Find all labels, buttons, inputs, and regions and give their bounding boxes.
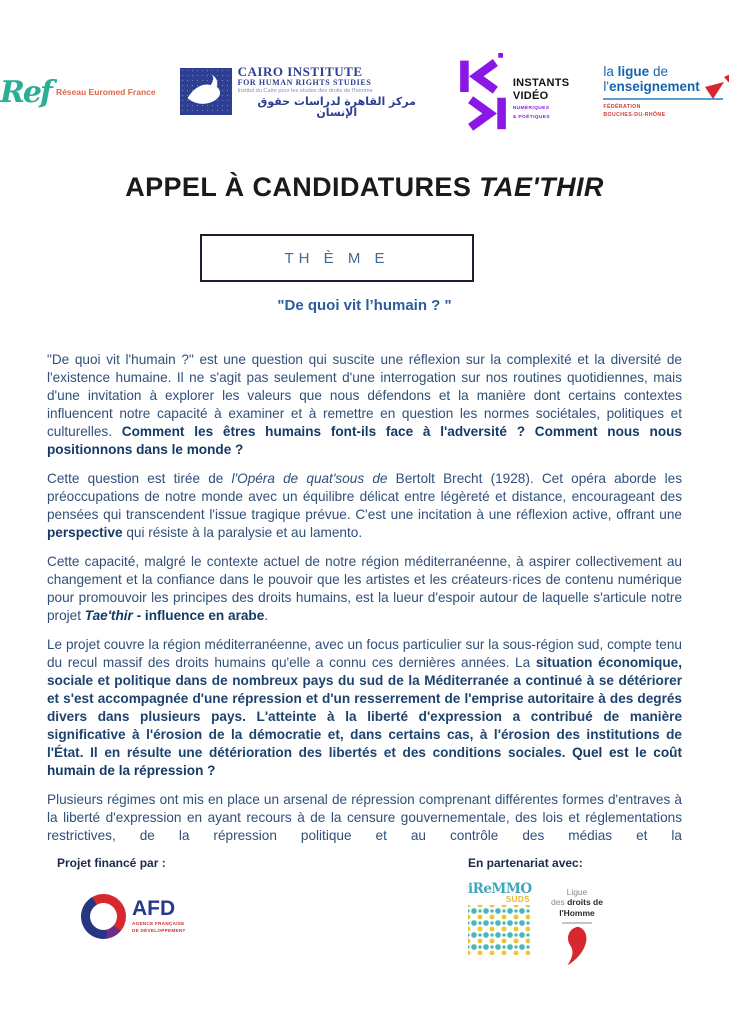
ref-logo: [0, 75, 156, 110]
paragraph-3: [47, 553, 686, 625]
text-segment: Plusieurs régimes ont mis en place un arsenal de répression comprenant différentes formes d'entraves à la liberté d'expression en ayant recours à de la censure gouvernementale, des lois et réglementations restrictives, de la répression politique et au contrôle des médias et la: [47, 792, 686, 843]
text-segment: l': [603, 78, 609, 94]
afd-logo: [81, 894, 186, 939]
text-segment: .: [264, 608, 269, 623]
ligue-federation-line2: BOUCHES-DU-RHÔNE: [603, 111, 666, 118]
instants-video-name-line1: INSTANTS: [512, 77, 570, 90]
cairo-subtitle: FOR HUMAN RIGHTS STUDIES: [237, 77, 372, 87]
cairo-institute-logo: [180, 65, 436, 118]
ldh-divider: [562, 922, 592, 924]
ldh-name-line3: l'Homme: [559, 908, 595, 919]
text-segment: Le projet couvre la région méditerranéenne, avec un focus particulier sur la sous-région sud, compte tenu du recul massif des droits humains qu'elle a connu ces dernières années. La: [47, 637, 686, 670]
ldh-name-line2: [544, 897, 610, 908]
text-segment: Quel est le coût humain de la répression ?: [47, 745, 686, 778]
instants-video-mark-icon: [460, 53, 506, 133]
paragraph-1: [47, 351, 686, 459]
text-segment: Cette question est tirée de: [47, 471, 232, 486]
ligue-enseignement-logo: [603, 65, 729, 119]
theme-box-label: TH È M E: [284, 249, 390, 267]
instants-video-name-line2: VIDÉO: [512, 89, 549, 102]
header-logo-band: [0, 0, 729, 132]
text-segment: situation économique, sociale et politique dans de nombreux pays du sud de la Méditerranée a continué à se détériorer et s'est accompagnée d'une répression et d'un resserrement de l'emprise autoritaire à des degrés divers dans plusieurs pays. L'atteinte à la liberté d'expression a contribué de manière significative à l'érosion de la démocratie et, dans certains cas, à l'érosion des institutions de l'État. Il en résulte une détérioration des libertés et des conditions sociales.: [47, 655, 686, 760]
cairo-arabic-line: مركز القاهرة لدراسات حقوق الإنسان: [257, 94, 416, 120]
cairo-title: CAIRO INSTITUTE: [237, 64, 363, 80]
cairo-bird-icon: [180, 68, 232, 115]
body-text: [0, 351, 729, 845]
text-segment: la: [603, 63, 618, 79]
text-segment: qui résiste à la paralysie et au lamento.: [122, 525, 363, 540]
instants-video-sub-line2: & POÉTIQUES: [512, 114, 550, 120]
text-segment: TAE'THIR: [479, 172, 604, 202]
text-segment: des: [551, 897, 568, 907]
paragraph-2: [47, 470, 686, 542]
text-segment: Cette capacité, malgré le contexte actuel de notre région méditerranéenne, à aspirer collectivement au changement et la confiance dans le pouvoir que les artistes et les créateurs·rices de contenu numérique pour promouvoir les principes des droits humains, est la lueur d'espoir autour de laquelle s'articule notre projet: [47, 554, 686, 623]
page-footer: [0, 856, 729, 966]
ref-logo-name: Réseau Euromed France: [55, 87, 156, 97]
text-segment: "De quoi vit l'humain ?" est une question qui suscite une réflexion sur la complexité et la diversité de l'existence humaine. Il ne s'agit pas seulement d'une interrogation sur nos routines quotidiennes, mais d'une invitation à explorer les valeurs que nous défendons et la manière dont certains contextes influencent notre capacité à examiner et à remettre en question les normes sociétales, politiques et culturelles.: [47, 352, 686, 439]
afd-sub-line1: AGENCE FRANÇAISE: [132, 921, 185, 927]
iremmo-mosaic-icon: [468, 905, 530, 955]
theme-subtitle: "De quoi vit l’humain ? ": [277, 297, 452, 314]
instants-video-logo: [460, 53, 570, 131]
text-segment: droits de: [567, 897, 603, 907]
afd-name: AFD: [132, 897, 176, 921]
funded-by-label: Projet financé par :: [57, 856, 166, 870]
text-segment: Bertolt Brecht (1928). Cet opéra aborde les préoccupations de notre monde avec un équilibre délicat entre légèreté et distance, encourageant des pensées qui transcendent l'issue tragique prévue. C'est une incitation à une réflexion active, offrant une: [47, 471, 686, 522]
iremmo-name: iReMMO: [468, 881, 532, 897]
partnership-label: En partenariat avec:: [468, 856, 583, 870]
ldh-logo: [544, 883, 610, 966]
text-segment: l'Opéra de quat'sous de: [231, 471, 396, 486]
text-segment: enseignement: [608, 78, 700, 94]
ref-logo-mark: Ref: [0, 74, 51, 110]
ldh-comma-icon: [565, 926, 589, 966]
iremmo-suds-label: SUDS: [505, 894, 530, 904]
afd-sub-line2: DE DÉVELOPPEMENT: [132, 928, 186, 933]
afd-ring-icon: [81, 894, 126, 939]
text-segment: Tae'thir: [84, 608, 133, 623]
cairo-french-line: Institut du Caire pour les etudes des droits de l'homme: [237, 87, 373, 94]
page-title: [0, 172, 729, 203]
paragraph-5: [47, 791, 686, 845]
text-segment: - influence en arabe: [132, 608, 265, 623]
text-segment: de: [649, 63, 668, 79]
instants-video-sub-line1: NUMÉRIQUES: [512, 105, 550, 111]
ligue-federation-line1: FÉDÉRATION: [603, 103, 641, 110]
theme-box: [200, 234, 474, 282]
text-segment: perspective: [47, 525, 123, 540]
text-segment: APPEL À CANDIDATURES: [125, 172, 480, 202]
ligue-paper-planes-icon: [701, 49, 729, 101]
paragraph-4: [47, 636, 686, 780]
iremmo-logo: [468, 883, 530, 955]
text-segment: Comment les êtres humains font-ils face à l'adversité ? Comment nous nous positionnons dans le monde ?: [47, 424, 686, 457]
text-segment: ligue: [617, 63, 650, 79]
ldh-name-line1: Ligue: [566, 887, 588, 897]
